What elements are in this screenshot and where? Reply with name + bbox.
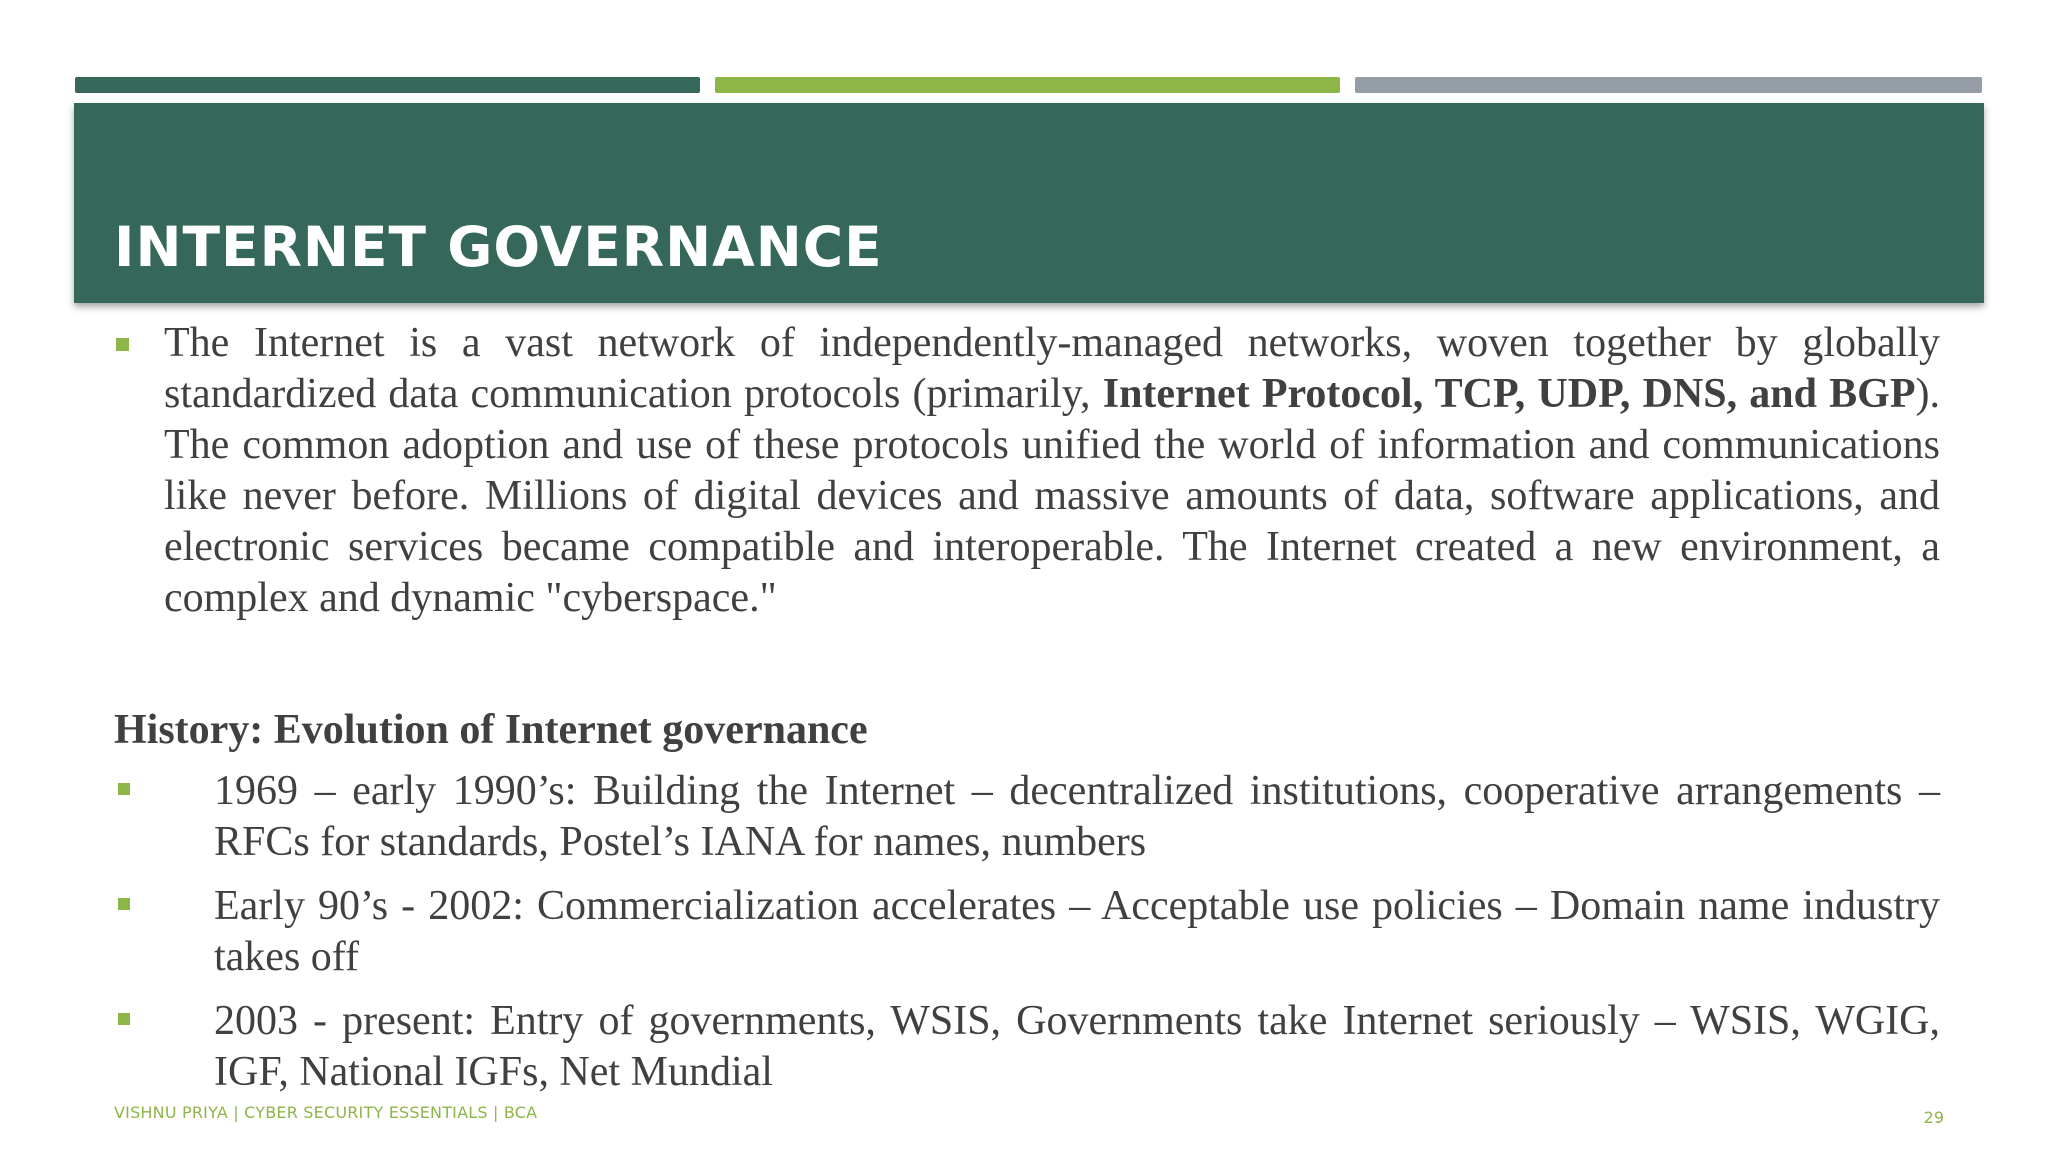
square-bullet-icon (118, 783, 130, 795)
header-accent-bar-gray (1355, 77, 1982, 93)
history-heading: History: Evolution of Internet governance (114, 707, 868, 753)
slide-content (114, 318, 1940, 1111)
square-bullet-icon (118, 1013, 130, 1025)
square-bullet-icon (118, 898, 130, 910)
history-item-text: Early 90’s - 2002: Commercialization accelerates – Acceptable use policies – Domain name industry takes off (214, 883, 1940, 980)
header-accent-bar-dark-green (75, 77, 700, 93)
slide-title: INTERNET GOVERNANCE (114, 215, 883, 279)
page-number: 29 (1923, 1108, 1944, 1127)
square-bullet-icon (116, 338, 129, 351)
history-item (114, 766, 1940, 868)
history-item-text: 1969 – early 1990’s: Building the Internet – decentralized institutions, cooperative arrangements – RFCs for standards, Postel’s IANA for names, numbers (214, 768, 1940, 865)
history-item-text: 2003 - present: Entry of governments, WSIS, Governments take Internet seriously – WSIS, WGIG, IGF, National IGFs, Net Mundial (214, 998, 1940, 1095)
footer-author-course: VISHNU PRIYA | CYBER SECURITY ESSENTIALS | BCA (114, 1103, 538, 1122)
history-list (114, 766, 1940, 1098)
intro-text-start: The Internet is a vast network of independently-managed networks, woven together by globally standardized data communication protocols (primarily, (164, 320, 1940, 417)
intro-paragraph (114, 318, 1940, 624)
intro-protocols-bold: Internet Protocol, TCP, UDP, DNS, and BGP (1102, 371, 1916, 417)
intro-text-end: ). The common adoption and use of these protocols unified the world of information and communications like never before. Millions of digital devices and massive amounts of data, software applications, and electronic services became compatible and interoperable. The Internet created a new environment, a complex and dynamic "cyberspace." (164, 371, 1941, 621)
title-band (74, 103, 1984, 303)
history-item (114, 996, 1940, 1098)
history-item (114, 881, 1940, 983)
header-accent-bar-lime (715, 77, 1340, 93)
